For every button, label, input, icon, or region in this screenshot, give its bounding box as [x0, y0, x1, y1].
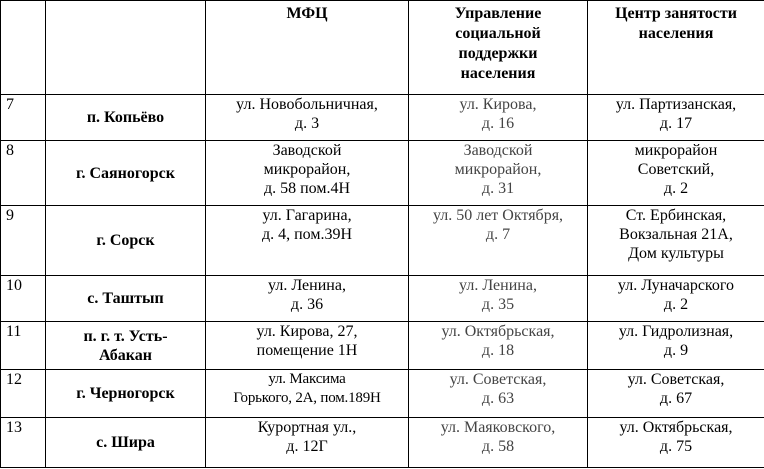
- social-address: [409, 418, 588, 468]
- address-line: д. 58 пом.4Н: [263, 180, 351, 197]
- row-number: 11: [1, 322, 46, 370]
- city-cell: [46, 206, 206, 276]
- address-line: ул. Октябрьская,: [441, 323, 555, 340]
- city-name: г. Черногорск: [76, 385, 175, 402]
- header-city: [46, 1, 206, 95]
- address-line: ул. Гидролизная,: [618, 323, 734, 340]
- address-line: Дом культуры: [628, 245, 724, 262]
- header-employment-line: Центр занятости: [615, 5, 737, 22]
- address-line: Заводской: [463, 142, 533, 159]
- address-line: микрорайон,: [454, 161, 542, 178]
- mfc-address: [206, 418, 409, 468]
- address-line: Горького, 2А, пом.189Н: [233, 390, 381, 406]
- table-row: [1, 206, 764, 276]
- row-number: 8: [1, 141, 46, 206]
- address-line: ул. Маяковского,: [440, 419, 556, 436]
- header-social: [409, 1, 588, 95]
- row-number: 10: [1, 276, 46, 322]
- city-cell: [46, 141, 206, 206]
- city-name: Абакан: [99, 346, 152, 364]
- address-line: д. 9: [663, 342, 689, 359]
- header-employment: [588, 1, 764, 95]
- header-social-line: поддержки: [458, 45, 538, 62]
- city-cell: [46, 95, 206, 141]
- row-number: 9: [1, 206, 46, 276]
- address-line: ул. Луначарского: [617, 277, 735, 294]
- address-line: д. 2: [663, 180, 689, 197]
- header-social-line: социальной: [455, 25, 541, 42]
- address-line: д. 35: [481, 296, 515, 313]
- address-line: Заводской: [272, 142, 342, 159]
- header-number: [1, 1, 46, 95]
- employment-address: [588, 370, 764, 418]
- address-line: ул. Советская,: [449, 371, 547, 388]
- city-name: г. Сорск: [96, 232, 155, 249]
- address-line: д. 31: [481, 180, 515, 197]
- city-name: п. Копьёво: [86, 109, 165, 126]
- address-line: д. 2: [663, 296, 689, 313]
- social-address: [409, 141, 588, 206]
- table-row: [1, 141, 764, 206]
- address-line: д. 58: [481, 438, 515, 455]
- social-address: [409, 95, 588, 141]
- mfc-address: [206, 276, 409, 322]
- header-social-line: населения: [460, 65, 536, 82]
- address-line: д. 16: [481, 115, 515, 132]
- city-name: п. г. т. Усть-: [83, 327, 168, 345]
- mfc-address: [206, 322, 409, 370]
- header-mfc-text: МФЦ: [286, 5, 328, 22]
- address-line: д. 18: [481, 342, 515, 359]
- city-cell: [46, 370, 206, 418]
- address-line: Курортная ул.,: [257, 419, 357, 436]
- address-line: Вокзальная 21А,: [619, 226, 733, 243]
- address-line: ул. Октябрьская,: [619, 419, 733, 436]
- address-line: ул. Советская,: [627, 371, 725, 388]
- address-line: д. 4, пом.39Н: [261, 226, 353, 243]
- social-address: [409, 206, 588, 276]
- address-line: ул. Ленина,: [459, 277, 537, 294]
- mfc-address: [206, 206, 409, 276]
- address-line: д. 17: [659, 115, 693, 132]
- table-row: [1, 370, 764, 418]
- table-row: [1, 95, 764, 141]
- address-line: ул. Кирова, 27,: [256, 323, 358, 340]
- address-line: ул. Партизанская,: [615, 96, 737, 113]
- row-number: 7: [1, 95, 46, 141]
- address-line: Ст. Ербинская,: [625, 207, 727, 224]
- mfc-address: [206, 95, 409, 141]
- address-line: д. 75: [659, 438, 693, 455]
- social-address: [409, 322, 588, 370]
- header-social-line: Управление: [454, 5, 542, 22]
- table-row: [1, 276, 764, 322]
- employment-address: [588, 276, 764, 322]
- city-name: с. Таштып: [87, 290, 164, 307]
- address-line: ул. Ленина,: [268, 277, 346, 294]
- city-name: с. Шира: [96, 434, 155, 451]
- mfc-address: [206, 370, 409, 418]
- employment-address: [588, 141, 764, 206]
- header-employment-line: населения: [638, 25, 714, 42]
- table-row: [1, 418, 764, 468]
- city-cell: [46, 418, 206, 468]
- header-row: [1, 1, 764, 95]
- table-row: [1, 322, 764, 370]
- row-number: 13: [1, 418, 46, 468]
- employment-address: [588, 206, 764, 276]
- header-mfc: [206, 1, 409, 95]
- row-number: 12: [1, 370, 46, 418]
- social-address: [409, 370, 588, 418]
- address-line: Советский,: [637, 161, 715, 178]
- address-line: ул. 50 лет Октября,: [432, 207, 564, 224]
- address-line: д. 67: [659, 390, 693, 407]
- city-cell: [46, 322, 206, 370]
- social-address: [409, 276, 588, 322]
- address-line: ул. Кирова,: [459, 96, 537, 113]
- address-line: д. 63: [481, 390, 515, 407]
- address-line: д. 3: [294, 115, 320, 132]
- employment-address: [588, 95, 764, 141]
- address-line: д. 12Г: [286, 438, 328, 455]
- address-line: микрорайон,: [263, 161, 351, 178]
- mfc-address: [206, 141, 409, 206]
- address-line: ул. Максима: [268, 371, 346, 387]
- address-line: д. 36: [290, 296, 324, 313]
- address-line: помещение 1Н: [256, 342, 358, 359]
- address-line: ул. Гагарина,: [262, 207, 352, 224]
- employment-address: [588, 322, 764, 370]
- address-line: микрорайон: [634, 142, 718, 159]
- city-name: г. Саяногорск: [76, 164, 175, 182]
- address-line: ул. Новобольничная,: [236, 96, 378, 113]
- city-cell: [46, 276, 206, 322]
- employment-address: [588, 418, 764, 468]
- address-line: д. 7: [485, 226, 511, 243]
